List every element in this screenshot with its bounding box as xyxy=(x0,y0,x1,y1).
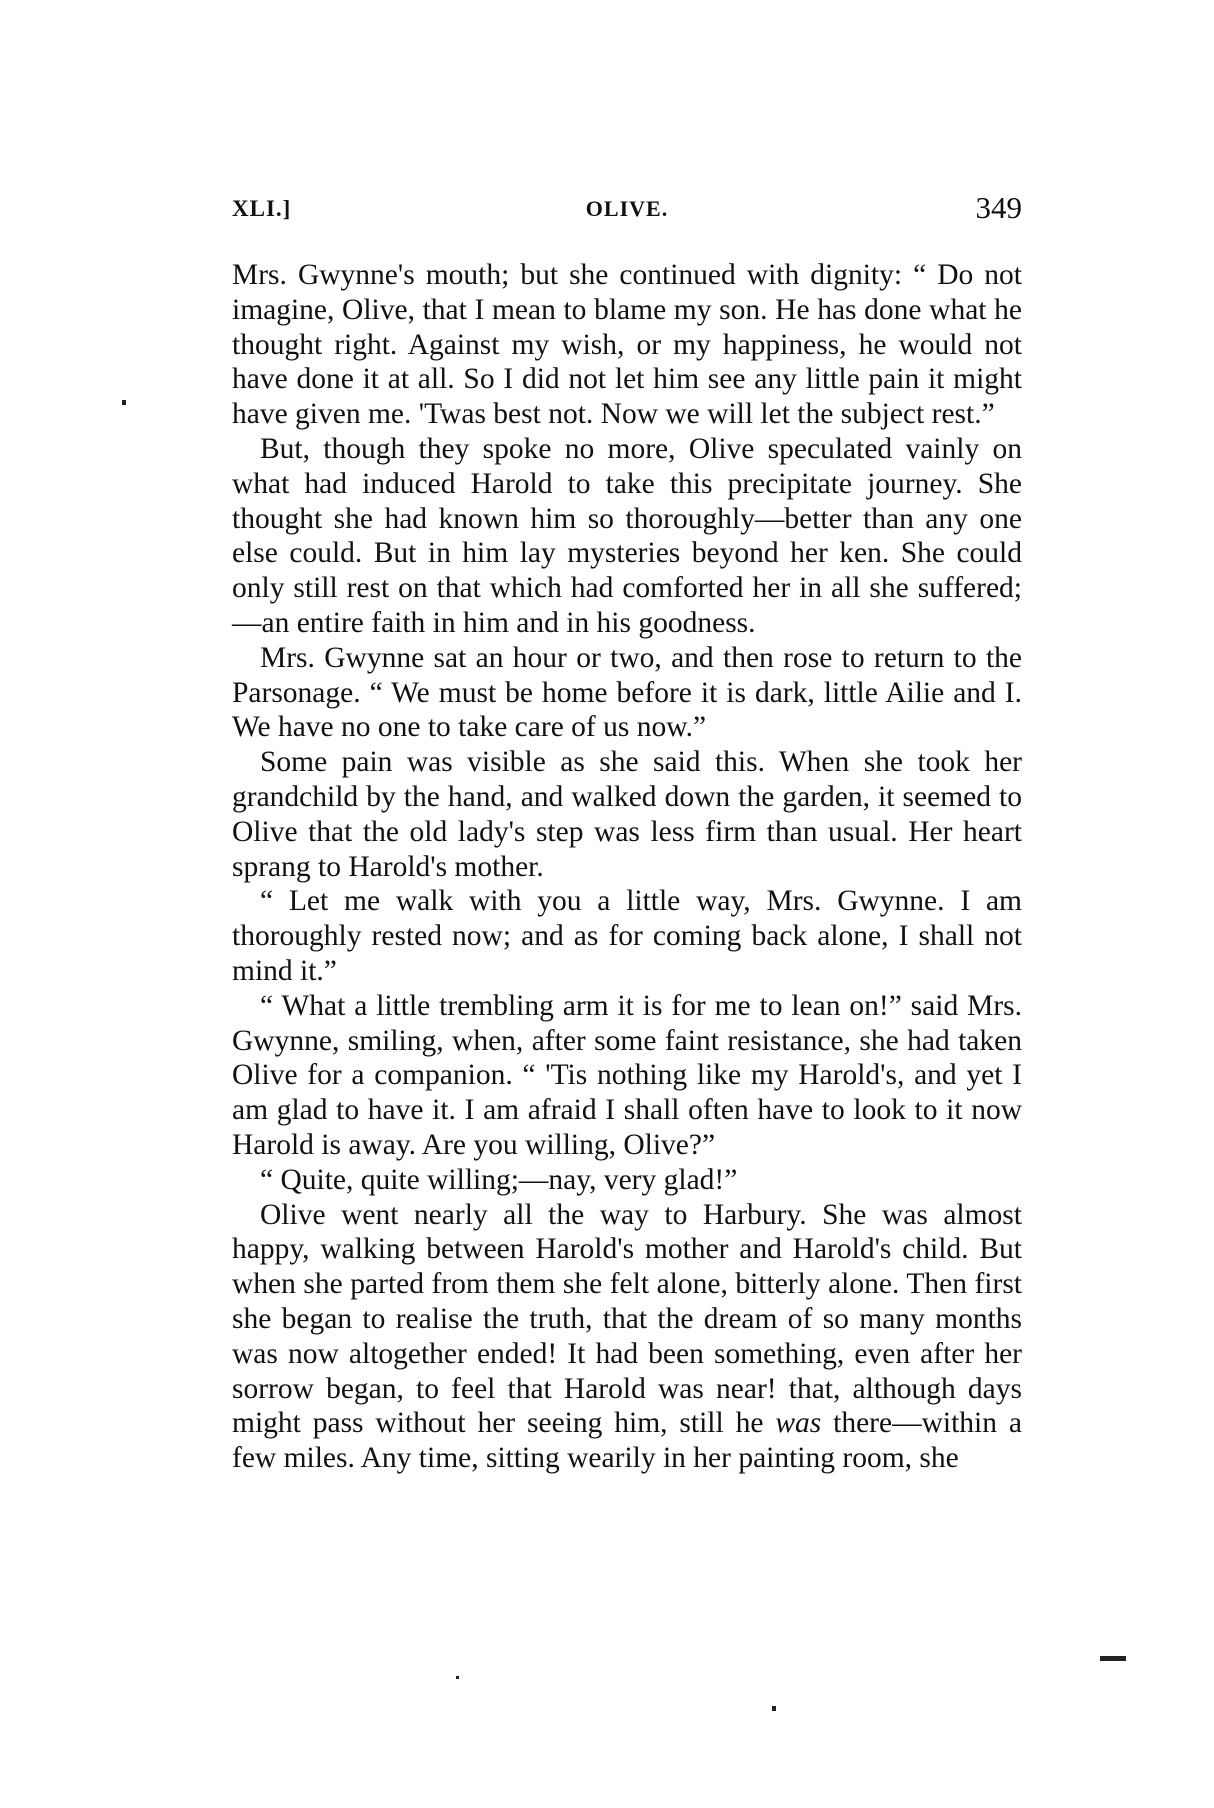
scan-speck xyxy=(122,400,126,405)
paragraph-4: Some pain was visible as she said this. When she took her grandchild by the hand, and walked down the garden, it seemed to Olive that the old lady's step was less firm than usual. Her heart sprang to Harold's mother. xyxy=(232,746,1022,883)
body-text xyxy=(232,258,1022,1476)
paragraph-8-part-2: there—within a few miles. Any time, sitting wearily in her painting room, she xyxy=(232,1407,1022,1475)
paragraph-1: Mrs. Gwynne's mouth; but she continued with dignity: “ Do not imagine, Olive, that I mean to blame my son. He has done what he thought right. Against my wish, or my happiness, he would not have done it at all. So I did not let him see any little pain it might have given me. 'Twas best not. Now we will let the subject rest.” xyxy=(232,259,1022,431)
scan-speck xyxy=(1100,1656,1126,1661)
paragraph-2: But, though they spoke no more, Olive speculated vainly on what had induced Harold to take this precipitate journey. She thought she had known him so thoroughly—better than any one else could. But in him lay mysteries beyond her ken. She could only still rest on that which had comforted her in all she suffered;—an entire faith in him and in his goodness. xyxy=(232,432,1022,639)
paragraph-5: “ Let me walk with you a little way, Mrs. Gwynne. I am thoroughly rested now; and as for coming back alone, I shall not mind it.” xyxy=(232,885,1022,987)
scan-speck xyxy=(772,1706,776,1711)
page-number: 349 xyxy=(975,190,1022,225)
running-head xyxy=(232,190,1022,230)
paragraph-8 xyxy=(232,1198,1022,1476)
paragraph-7: “ Quite, quite willing;—nay, very glad!” xyxy=(260,1163,738,1196)
paragraph-6: “ What a little trembling arm it is for me to lean on!” said Mrs. Gwynne, smiling, when, after some faint resistance, she had taken Olive for a companion. “ 'Tis nothing like my Harold's, and yet I am glad to have it. I am afraid I shall often have to look to it now Harold is away. Are you willing, Olive?” xyxy=(232,989,1022,1161)
paragraph-8-part-1: Olive went nearly all the way to Harbury. She was almost happy, walking between Harold's mother and Harold's child. But when she parted from them she felt alone, bitterly alone. Then first she began to realise the truth, that the dream of so many months was now altogether ended! It had been something, even after her sorrow began, to feel that Harold was near! that, although days might pass without her seeing him, still he xyxy=(232,1198,1022,1440)
paragraph-3: Mrs. Gwynne sat an hour or two, and then rose to return to the Parsonage. “ We must be home before it is dark, little Ailie and I. We have no one to take care of us now.” xyxy=(232,641,1022,744)
running-title: OLIVE. xyxy=(585,196,669,221)
paragraph-8-italic: was xyxy=(775,1407,822,1440)
scan-speck xyxy=(456,1676,459,1679)
chapter-number: XLI.] xyxy=(232,196,292,221)
